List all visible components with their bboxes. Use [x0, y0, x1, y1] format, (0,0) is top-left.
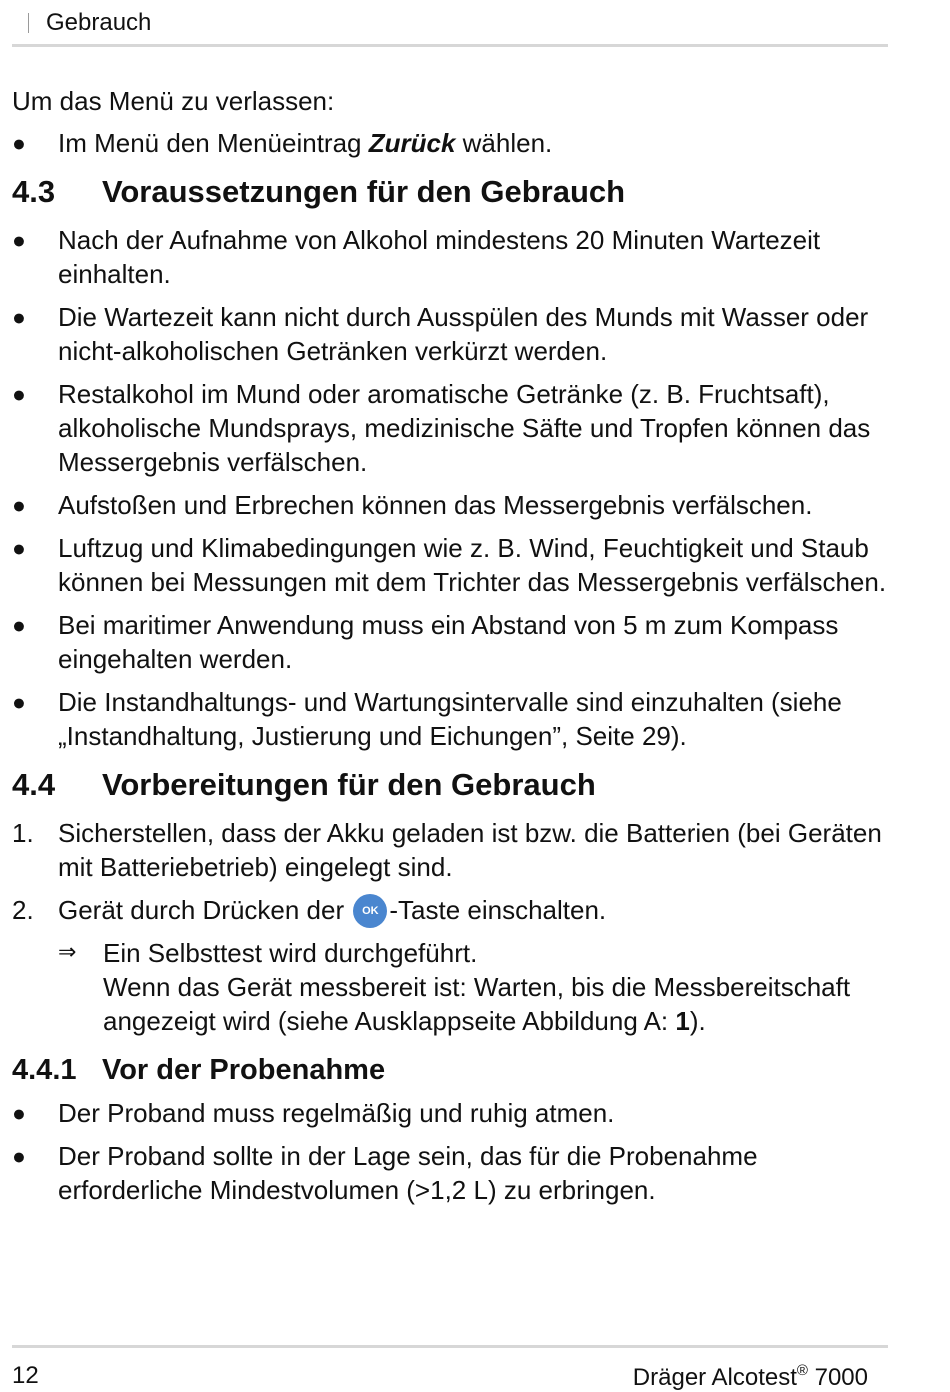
result-text: Wenn das Gerät messbereit ist: Warten, bis die Messbereitschaft angezeigt wird (siehe Ausklappseite Abbildung A:: [103, 972, 851, 1036]
bullet-icon: ●: [12, 535, 26, 561]
page-content: [12, 84, 892, 1216]
list-item-text: Der Proband muss regelmäßig und ruhig atmen.: [58, 1098, 615, 1128]
intro-bullet-pre: Im Menü den Menüeintrag: [58, 128, 369, 158]
step-text-pre: Gerät durch Drücken der: [58, 895, 352, 925]
list-item: [12, 531, 892, 599]
result-line-1: Ein Selbsttest wird durchgeführt.: [103, 938, 478, 968]
section-heading-4-4: [12, 764, 892, 806]
bullet-icon: ●: [12, 1100, 26, 1126]
list-item: [12, 1096, 892, 1130]
requirements-list: [12, 223, 892, 753]
product-brand: Dräger Alcotest: [632, 1364, 797, 1391]
bullet-icon: ●: [12, 130, 26, 156]
section-number: 4.3: [12, 174, 56, 209]
section-title: Voraussetzungen für den Gebrauch: [102, 174, 626, 209]
list-item-text: Nach der Aufnahme von Alkohol mindestens 20 Minuten Wartezeit einhalten.: [58, 225, 821, 289]
page-number: 12: [12, 1362, 39, 1389]
step-result: [12, 936, 892, 1038]
header-divider: [28, 13, 29, 33]
step-2: [12, 893, 892, 927]
list-item: [12, 300, 892, 368]
intro-bullet-post: wählen.: [455, 128, 553, 158]
bullet-icon: ●: [12, 689, 26, 715]
step-text: Sicherstellen, dass der Akku geladen ist bzw. die Batterien (bei Geräten mit Batteriebetrieb) eingelegt sind.: [58, 818, 882, 882]
section-title: Vor der Probenahme: [102, 1054, 386, 1086]
list-item-text: Die Instandhaltungs- und Wartungsintervalle sind einzuhalten (siehe „Instandhaltung, Justierung und Eichungen”, Seite 29).: [58, 687, 842, 751]
intro-text: Um das Menü zu verlassen:: [12, 86, 335, 116]
step-1: [12, 816, 892, 884]
product-name: [633, 1362, 868, 1392]
product-model: 7000: [807, 1364, 868, 1391]
list-item-text: Der Proband sollte in der Lage sein, das für die Probenahme erforderliche Mindestvolumen (>1,2 L) zu erbringen.: [58, 1141, 758, 1205]
list-item-text: Restalkohol im Mund oder aromatische Getränke (z. B. Fruchtsaft), alkoholische Mundsprays, medizinische Säfte und Tropfen können das Messergebnis verfälschen.: [58, 379, 871, 477]
step-number: 1.: [12, 818, 34, 848]
bullet-icon: ●: [12, 612, 26, 638]
list-item: [12, 1139, 892, 1207]
footer-divider: [12, 1345, 888, 1348]
bullet-icon: ●: [12, 492, 26, 518]
menu-entry-name: Zurück: [368, 128, 456, 158]
list-item: [12, 126, 892, 160]
header-section-title: Gebrauch: [46, 9, 152, 36]
list-item: [12, 223, 892, 291]
list-item-text: Bei maritimer Anwendung muss ein Abstand von 5 m zum Kompass eingehalten werden.: [58, 610, 839, 674]
list-item: [12, 377, 892, 479]
page-header: [12, 8, 888, 47]
list-item-text: Luftzug und Klimabedingungen wie z. B. Wind, Feuchtigkeit und Staub können bei Messungen mit dem Trichter das Messergebnis verfälschen.: [58, 533, 887, 597]
figure-reference: 1: [675, 1006, 690, 1036]
section-title: Vorbereitungen für den Gebrauch: [102, 767, 596, 802]
registered-mark: ®: [796, 1362, 808, 1379]
list-item: [12, 685, 892, 753]
section-number: 4.4.1: [12, 1054, 77, 1086]
step-number: 2.: [12, 895, 34, 925]
list-item: [12, 608, 892, 676]
list-item-text: Aufstoßen und Erbrechen können das Messergebnis verfälschen.: [58, 490, 813, 520]
bullet-icon: ●: [12, 304, 26, 330]
ok-button-icon: OK: [353, 894, 387, 928]
bullet-icon: ●: [12, 227, 26, 253]
result-close: ).: [689, 1006, 706, 1036]
section-heading-4-3: [12, 171, 892, 213]
list-item: [12, 488, 892, 522]
result-line-2: [103, 970, 892, 1038]
result-arrow-icon: ⇒: [58, 940, 77, 965]
bullet-icon: ●: [12, 381, 26, 407]
section-number: 4.4: [12, 767, 56, 802]
section-heading-4-4-1: [12, 1051, 892, 1089]
bullet-icon: ●: [12, 1143, 26, 1169]
step-text-post: -Taste einschalten.: [389, 895, 607, 925]
list-item-text: Die Wartezeit kann nicht durch Ausspülen des Munds mit Wasser oder nicht-alkoholischen Getränken verkürzt werden.: [58, 302, 869, 366]
